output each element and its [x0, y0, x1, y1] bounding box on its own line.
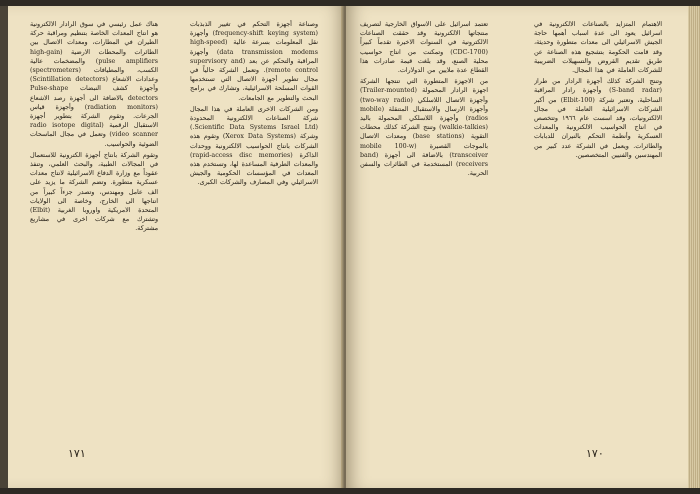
page-number: ١٧١	[68, 447, 86, 460]
right-page-column-left	[360, 20, 488, 440]
page-stack-edge	[688, 6, 700, 488]
left-page-column-right	[190, 20, 318, 440]
left-page	[8, 6, 345, 488]
paragraph: ومن الشركات الاخرى العاملة في هذا المجال شركة الصناعات الالكترونية المحدودة (Scientific Data Systems Israel Ltd.) وشركة (Xerox Data Systems) وتقوم هذه الشركات بانتاج الحواسيب الالكترونية ووحدات الذاكرة (rapid-access disc memories) والمعدات الطرفية المساعدة لها، وتستخدم هذه المعدات في المؤسسات الحكومية والجيش الاسرائيلي وفي المصارف والشركات الكبرى.	[190, 105, 318, 187]
paragraph: من الاجهزة المتطورة التي تنتجها الشركة اجهزة الرادار المحمولة (Trailer-mounted) وأجهزة الاتصال اللاسلكي (two-way radio) وأجهزة الارسال والاستقبال المتنقلة (mobile radios) وأجهزة اللاسلكي المحمولة باليد (walkie-talkies) وتنتج الشركة كذلك محطات التقوية (base stations) ومعدات الاتصال بالموجات القصيرة (mobile 100-w transceiver) بالاضافة الى أجهزة (band receivers) المستخدمة في الطائرات والسفن الحربية.	[360, 78, 488, 178]
right-page	[346, 6, 688, 488]
right-page-column-right	[534, 20, 662, 440]
left-page-column-left	[30, 20, 158, 440]
page-number: ١٧٠	[586, 447, 604, 460]
book-cover-edge	[0, 6, 8, 488]
paragraph: الاهتمام المتزايد بالصناعات الالكترونية في اسرائيل يعود الى عدة اسباب أهمها حاجة الجيش الاسرائيلي الى معدات متطورة وحديثة، وقد قامت الحكومة بتشجيع هذه الصناعة عن طريق تقديم القروض والتسهيلات الضريبية للشركات العاملة في هذا المجال.	[534, 21, 662, 75]
paragraph: تعتمد اسرائيل على الاسواق الخارجية لتصريف منتجاتها الالكترونية وقد حققت الصناعات الالكترونية في السنوات الاخيرة تقدماً كبيراً (CDC-1700) وتمكنت من انتاج حواسيب محلية الصنع، وقد بلغت قيمة صادرات هذا القطاع عدة ملايين من الدولارات.	[360, 21, 488, 75]
paragraph: هناك عمل رئيسي في سوق الرادار الالكترونية هو انتاج المعدات الخاصة بتنظيم ومراقبة حركة الطيران في المطارات، ومعدات الاتصال بين الطائرات والمحطات الارضية (high-gain pulse amplifiers) والمضخمات عالية الكسب، والمطيافات (spectrometers) وعدادات الاشعاع (Scintillation detectors) وأجهزة كشف النبضات Pulse-shape detectors بالاضافة الى أجهزة رصد الاشعاع (radiation monitors) وأجهزة قياس الجرعات. وتقوم الشركة بتطوير أجهزة الاستقبال الرقمية (radio isotope digital video scanner) وتعمل في مجال الماسحات الضوئية والحواسيب.	[30, 21, 158, 148]
paragraph: وصناعة أجهزة التحكم في تغيير الذبذبات (frequency-shift keying system) وأجهزة نقل المعلومات بسرعة عالية (high-speed data transmission modems) وأجهزة المراقبة والتحكم عن بعد (supervisory and remote control). وتعمل الشركة حالياً في مجال تطوير أجهزة الاتصال التي تستخدمها القوات المسلحة الاسرائيلية، وتشارك في برامج البحث والتطوير مع الجامعات.	[190, 21, 318, 102]
paragraph: وتقوم الشركة بانتاج أجهزة الكترونية للاستعمال في المجالات الطبية، والبحث العلمي، وتنفذ عقوداً مع وزارة الدفاع الاسرائيلية لانتاج معدات عسكرية متطورة. وتضم الشركة ما يزيد على الف عامل ومهندس، وتصدر جزءاً كبيراً من انتاجها الى الخارج، وخاصة الى الولايات المتحدة الامريكية واوروبا الغربية (Elbit) وتشترك مع شركات اخرى في مشاريع مشتركة.	[30, 151, 158, 233]
paragraph: وتنتج الشركة كذلك أجهزة الرادار من طراز (S-band radar) وأجهزة رادار المراقبة الساحلية، وتعتبر شركة (Elbit-100) من أكبر الشركات الاسرائيلية العاملة في مجال الالكترونيات، وقد اسست عام ١٩٦٦ وتتخصص في انتاج الحواسيب الالكترونية والمعدات العسكرية وأنظمة التحكم بالنيران للدبابات والطائرات. ويعمل في الشركة عدد كبير من المهندسين والفنيين المتخصصين.	[534, 78, 662, 159]
